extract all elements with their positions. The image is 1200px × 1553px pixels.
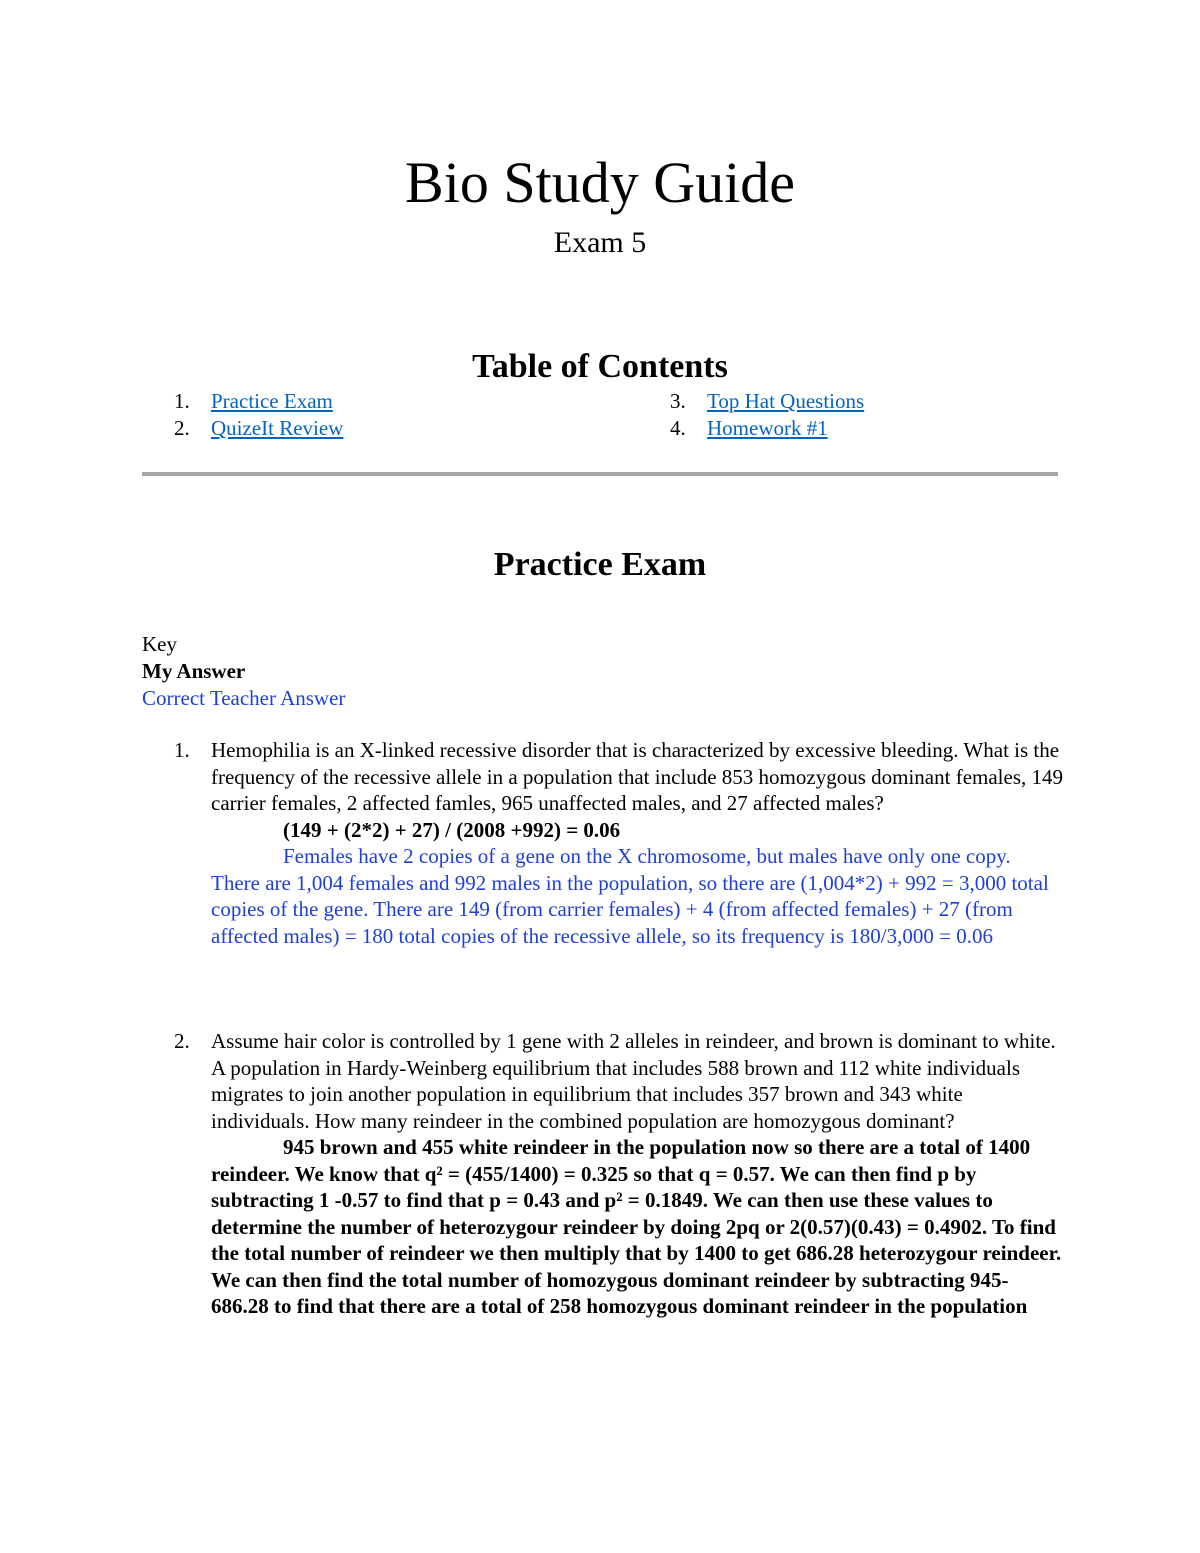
toc-item-number: 1. [174, 389, 190, 413]
toc-item-number: 2. [174, 416, 190, 440]
my-answer: 945 brown and 455 white reindeer in the population now so there are a total of 1400 reindeer. We know that q² = (455/1400) = 0.325 so that q = 0.57. We can then find p by subtracting 1 -0.57 to find that p = 0.43 and p² = 0.1849. We can then use these values to determine the number of heterozygour reindeer by doing 2pq or 2(0.57)(0.43) = 0.4902. To find the total number of reindeer we then multiply that by 1400 to get 686.28 heterozygour reindeer. We can then find the total number of homozygous dominant reindeer by subtracting 945-686.28 to find that there are a total of 258 homozygous dominant reindeer in the population [211, 1135, 1062, 1318]
toc-item-number: 3. [670, 389, 686, 413]
toc-list-left [174, 388, 343, 442]
document-subtitle: Exam 5 [553, 226, 647, 259]
question-2 [174, 1028, 1064, 1320]
question-text: Assume hair color is controlled by 1 gene with 2 alleles in reindeer, and brown is dominant to white. A population in Hardy-Weinberg equilibrium that includes 588 brown and 112 white individuals migrates to join another population in equilibrium that includes 357 brown and 343 white individuals. How many reindeer in the combined population are homozygous dominant? [211, 1029, 1056, 1133]
question-body [211, 737, 1064, 949]
answer-key-legend [142, 631, 345, 712]
toc-item [670, 388, 864, 415]
toc-link-quizeit-review[interactable]: QuizeIt Review [211, 416, 344, 440]
teacher-answer: Females have 2 copies of a gene on the X chromosome, but males have only one copy. There are 1,004 females and 992 males in the population, so there are (1,004*2) + 992 = 3,000 total copies of the gene. There are 149 (from carrier females) + 4 (from affected females) + 27 (from affected males) = 180 total copies of the recessive allele, so its frequency is 180/3,000 = 0.06 [211, 844, 1049, 948]
key-label: Key [142, 632, 177, 656]
horizontal-divider [142, 472, 1058, 476]
question-number: 1. [174, 738, 190, 762]
toc-item-number: 4. [670, 416, 686, 440]
question-1 [174, 737, 1064, 949]
toc-list-right [670, 388, 864, 442]
toc-link-top-hat-questions[interactable]: Top Hat Questions [707, 389, 865, 413]
toc-item [174, 388, 343, 415]
key-my-answer: My Answer [142, 659, 246, 683]
key-teacher-answer: Correct Teacher Answer [142, 686, 346, 710]
toc-heading: Table of Contents [472, 348, 728, 385]
question-body [211, 1028, 1064, 1320]
question-text: Hemophilia is an X-linked recessive disorder that is characterized by excessive bleeding. What is the frequency of the recessive allele in a population that include 853 homozygous dominant females, 149 carrier females, 2 affected famles, 965 unaffected males, and 27 affected males? [211, 738, 1063, 815]
document-title: Bio Study Guide [405, 150, 795, 215]
toc-link-homework-1[interactable]: Homework #1 [707, 416, 828, 440]
toc-item [174, 415, 343, 442]
toc-item [670, 415, 864, 442]
section-heading-practice-exam: Practice Exam [493, 546, 707, 583]
my-answer: (149 + (2*2) + 27) / (2008 +992) = 0.06 [283, 817, 621, 842]
toc-link-practice-exam[interactable]: Practice Exam [211, 389, 333, 413]
question-number: 2. [174, 1029, 190, 1053]
